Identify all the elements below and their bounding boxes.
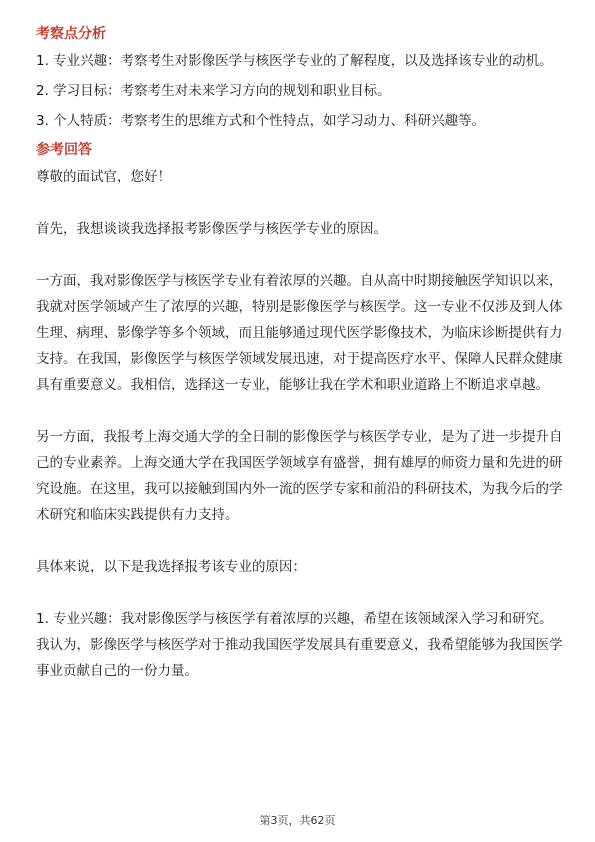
document-page xyxy=(36,24,566,684)
answer-reasons-intro: 具体来说，以下是我选择报考该专业的原因： xyxy=(36,559,306,575)
answer-greeting: 尊敬的面试官，您好！ xyxy=(36,169,171,185)
paragraph-gap xyxy=(36,242,566,268)
analysis-item-3: 3. 个人特质：考察考生的思维方式和个性特点，如学习动力、科研兴趣等。 xyxy=(36,113,486,129)
answer-reason-1: 1. 专业兴趣：我对影像医学与核医学有着浓厚的兴趣，希望在该领域深入学习和研究。我认为，影像医学与核医学对于推动我国医学发展具有重要意义，我希望能够为我国医学事业贡献自己的一份力量。 xyxy=(36,611,563,679)
answer-paragraph-school: 另一方面，我报考上海交通大学的全日制的影像医学与核医学专业，是为了进一步提升自己的专业素养。上海交通大学在我国医学领域享有盛誉，拥有雄厚的师资力量和先进的研究设施。在这里，我可以接触到国内外一流的医学专家和前沿的科研技术，为我今后的学术研究和临床实践提供有力支持。 xyxy=(36,429,563,523)
page-number: 第3页，共62页 xyxy=(259,814,336,827)
paragraph-gap xyxy=(36,398,566,424)
answer-intro: 首先，我想谈谈我选择报考影像医学与核医学专业的原因。 xyxy=(36,221,387,237)
answer-paragraph-interest: 一方面，我对影像医学与核医学专业有着浓厚的兴趣。自从高中时期接触医学知识以来，我就对医学领域产生了浓厚的兴趣，特别是影像医学与核医学。这一专业不仅涉及到人体生理、病理、影像学等多个领域，而且能够通过现代医学影像技术，为临床诊断提供有力支持。在我国，影像医学与核医学领域发展迅速，对于提高医疗水平、保障人民群众健康具有重要意义。我相信，选择这一专业，能够让我在学术和职业道路上不断追求卓越。 xyxy=(36,273,563,393)
answer-heading: 参考回答 xyxy=(36,142,92,158)
analysis-heading: 考察点分析 xyxy=(36,26,106,42)
analysis-item-1: 1. 专业兴趣：考察考生对影像医学与核医学专业的了解程度，以及选择该专业的动机。 xyxy=(36,53,553,69)
paragraph-gap xyxy=(36,190,566,216)
paragraph-gap xyxy=(36,528,566,554)
analysis-item-2: 2. 学习目标：考察考生对未来学习方向的规划和职业目标。 xyxy=(36,83,391,99)
paragraph-gap xyxy=(36,580,566,606)
